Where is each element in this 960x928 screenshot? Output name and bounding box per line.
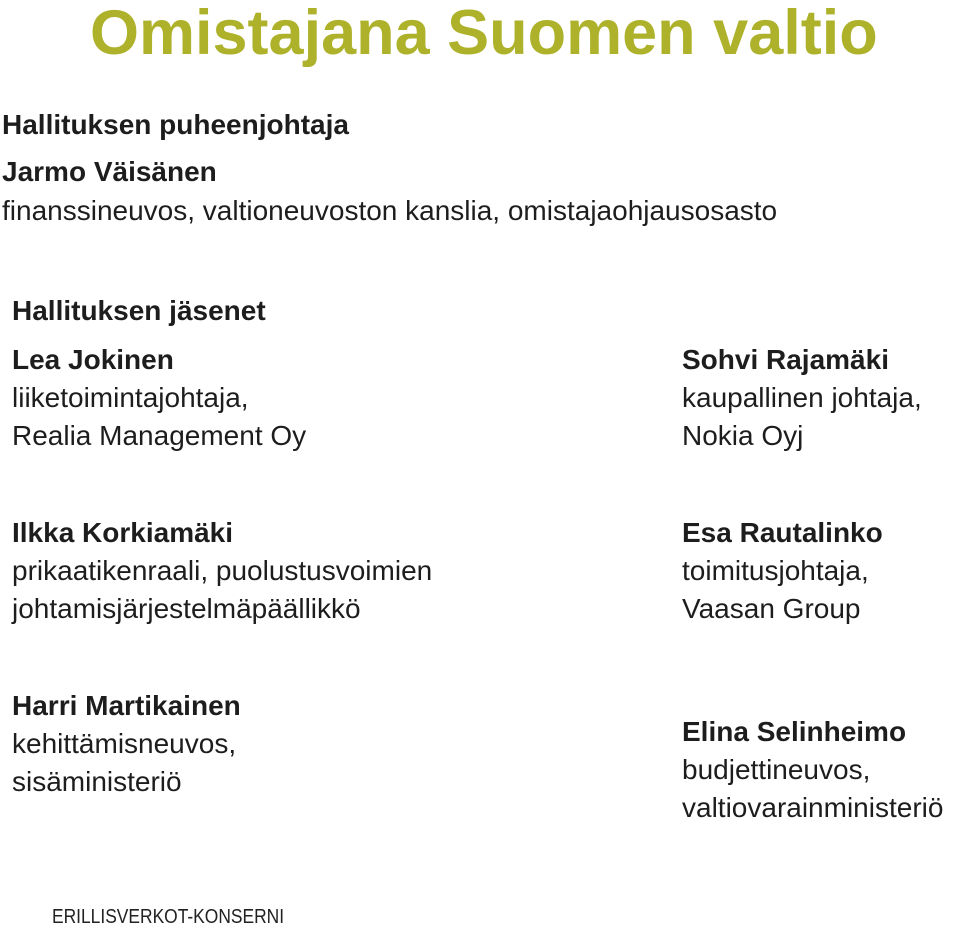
member-organization: valtiovarainministeriö: [682, 792, 944, 823]
member-card-ilkka-korkiamaki: [12, 514, 432, 628]
member-name: Esa Rautalinko: [682, 517, 883, 548]
member-organization: johtamisjärjestelmäpäällikkö: [12, 593, 361, 624]
chair-role: finanssineuvos, valtioneuvoston kanslia, omistajaohjausosasto: [2, 195, 778, 226]
member-position: toimitusjohtaja,: [682, 555, 869, 586]
member-position: prikaatikenraali, puolustusvoimien: [12, 555, 433, 586]
member-card-sohvi-rajamaki: [682, 341, 922, 455]
member-name: Ilkka Korkiamäki: [12, 517, 234, 548]
member-organization: Realia Management Oy: [12, 420, 307, 451]
member-card-lea-jokinen: [12, 341, 306, 455]
member-position: liiketoimintajohtaja,: [12, 382, 249, 413]
member-name: Elina Selinheimo: [682, 716, 907, 747]
members-heading: Hallituksen jäsenet: [12, 295, 266, 326]
page-title: Omistajana Suomen valtio: [90, 0, 878, 68]
member-name: Harri Martikainen: [12, 690, 241, 721]
member-position: budjettineuvos,: [682, 754, 871, 785]
member-name: Sohvi Rajamäki: [682, 344, 889, 375]
chair-heading: Hallituksen puheenjohtaja: [2, 109, 349, 140]
member-organization: Vaasan Group: [682, 593, 861, 624]
member-position: kehittämisneuvos,: [12, 728, 237, 759]
member-card-harri-martikainen: [12, 687, 241, 801]
member-name: Lea Jokinen: [12, 344, 174, 375]
footer-logo: ERILLISVERKOT-KONSERNI: [52, 906, 285, 928]
member-organization: Nokia Oyj: [682, 420, 804, 451]
member-card-elina-selinheimo: [682, 713, 943, 827]
chair-name: Jarmo Väisänen: [2, 156, 217, 187]
member-card-esa-rautalinko: [682, 514, 883, 628]
member-organization: sisäministeriö: [12, 766, 182, 797]
member-position: kaupallinen johtaja,: [682, 382, 922, 413]
